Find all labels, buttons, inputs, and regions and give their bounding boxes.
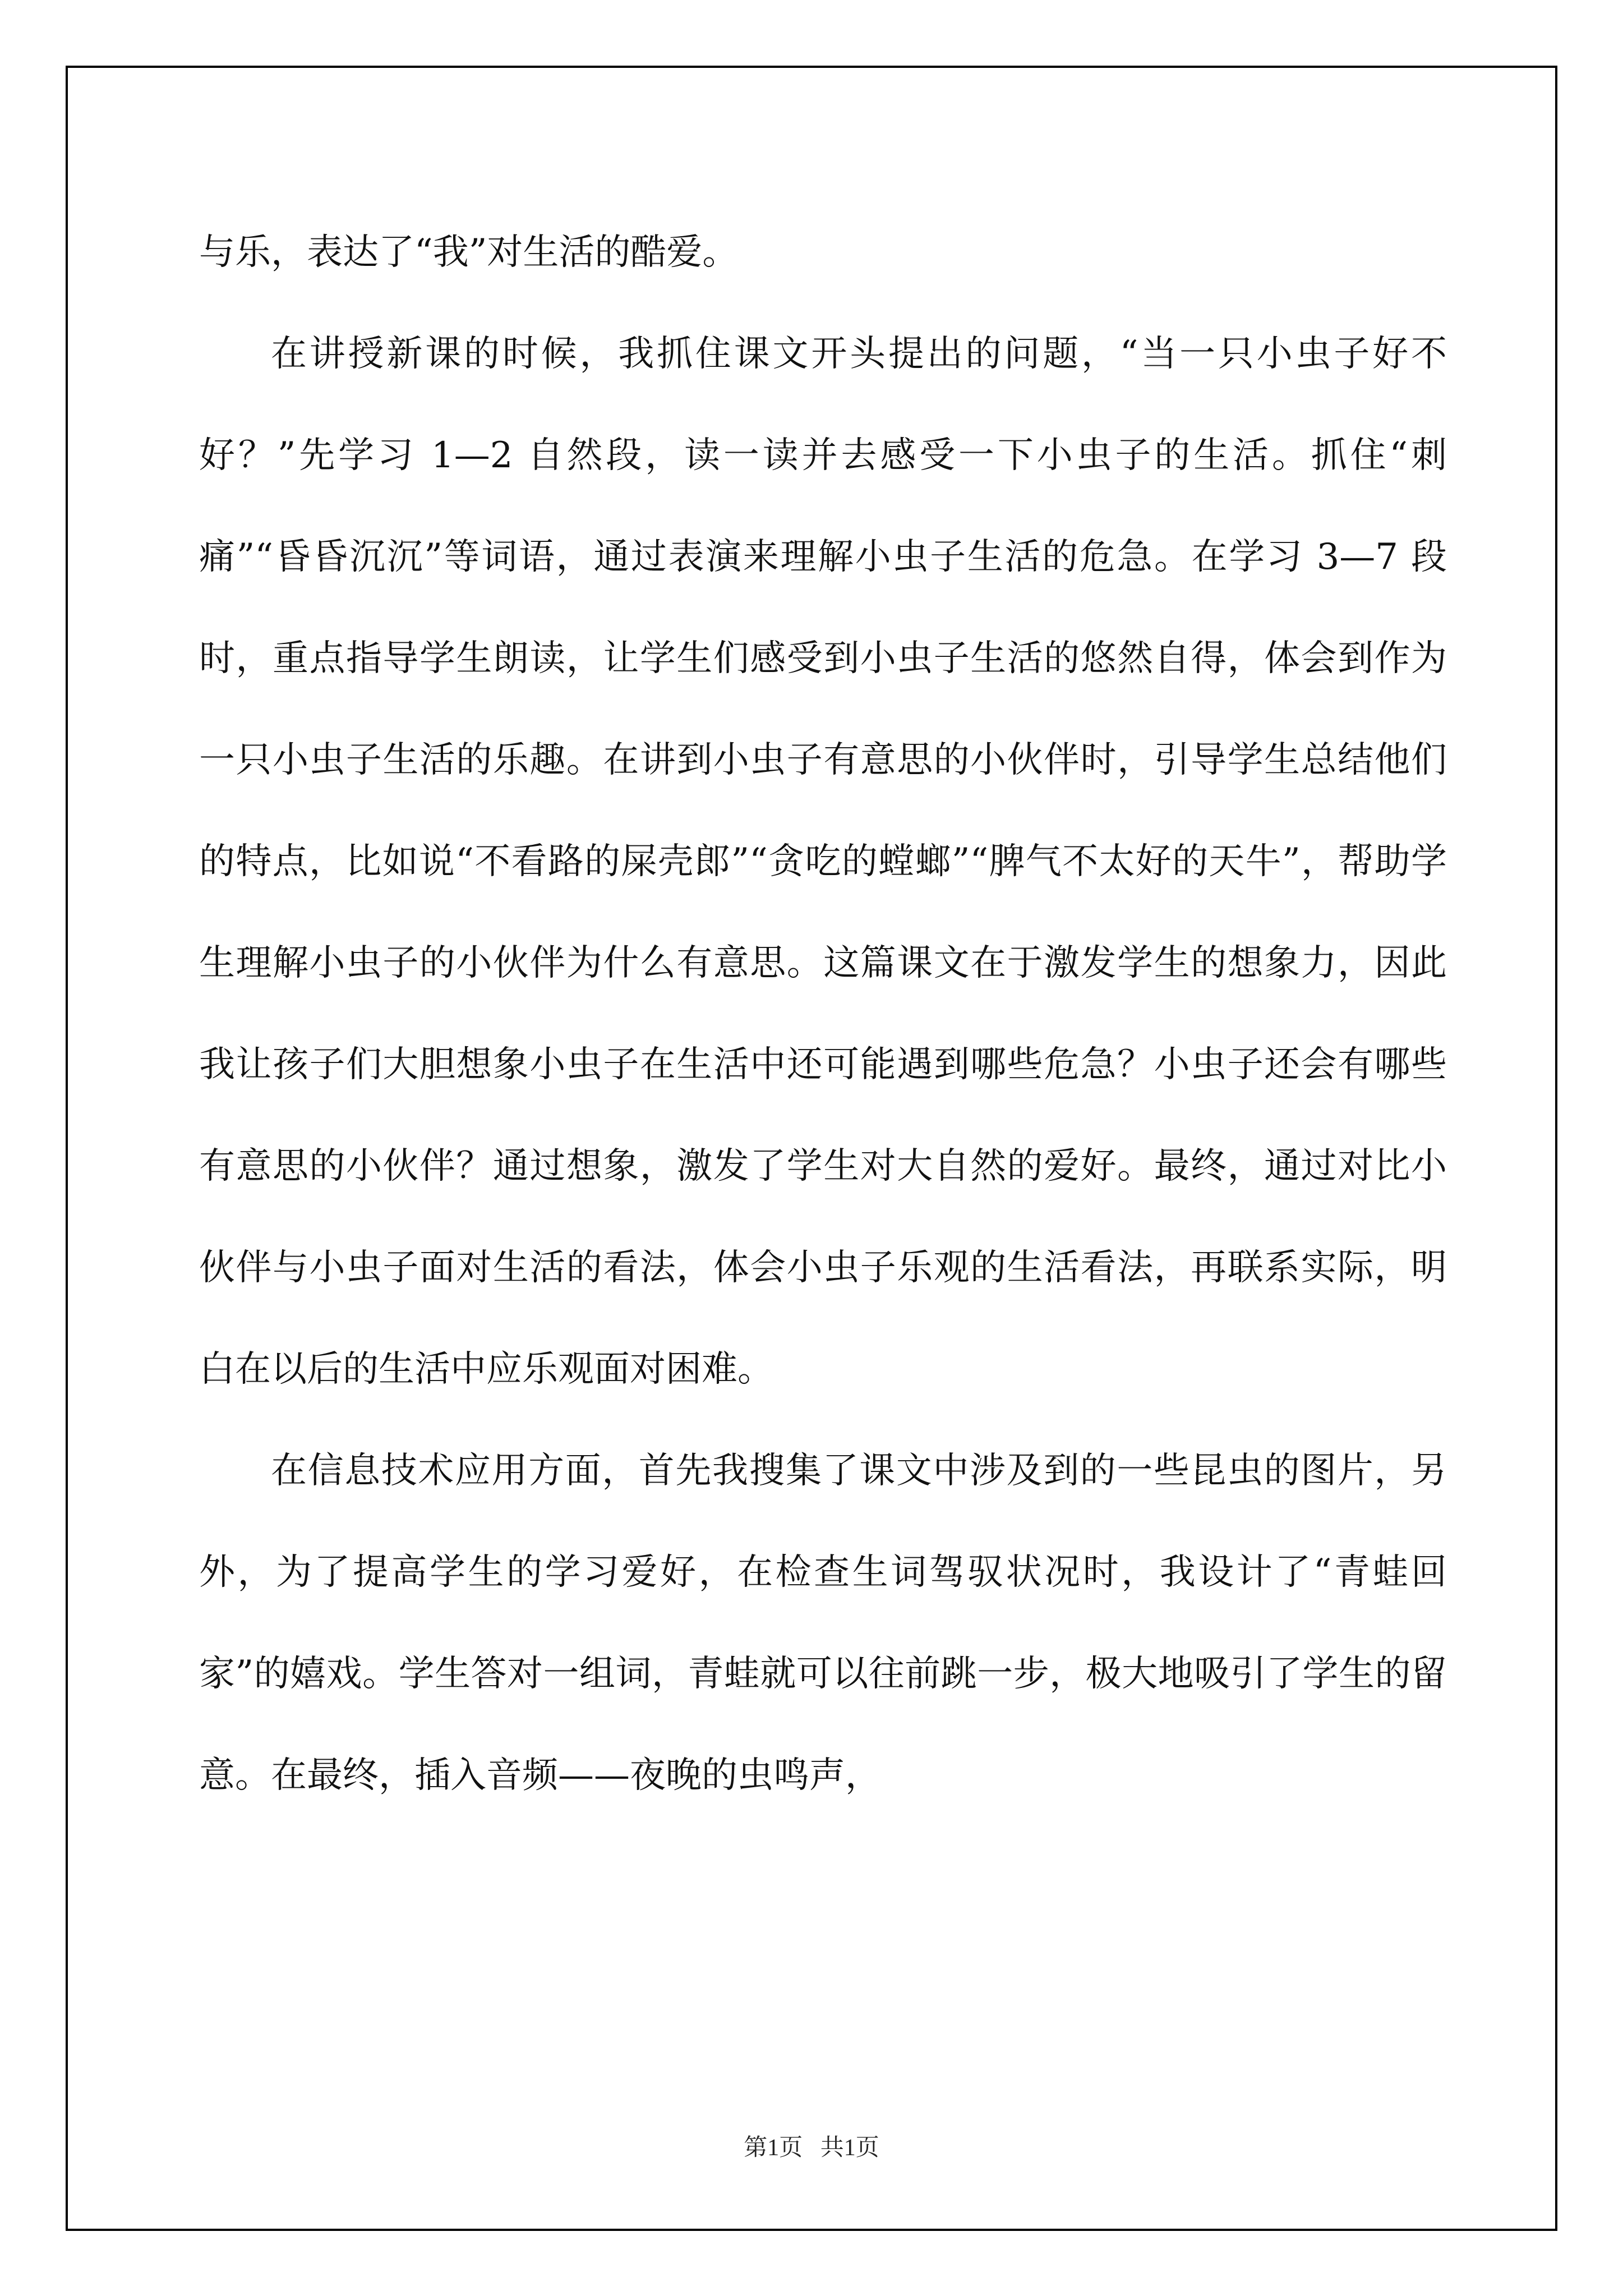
paragraph-2: 在讲授新课的时候，我抓住课文开头提出的问题，“当一只小虫子好不好？”先学习 1—2 自然段，读一读并去感受一下小虫子的生活。抓住“刺痛”“昏昏沉沉”等词语，通过表演来理解小虫子生活的危急。在学习 3—7 段时，重点指导学生朗读，让学生们感受到小虫子生活的悠然自得，体会到作为一只小虫子生活的乐趣。在讲到小虫子有意思的小伙伴时，引导学生总结他们的特点，比如说“不看路的屎壳郎”“贪吃的螳螂”“脾气不太好的天牛”，帮助学生理解小虫子的小伙伴为什么有意思。这篇课文在于激发学生的想象力，因此我让孩子们大胆想象小虫子在生活中还可能遇到哪些危急？小虫子还会有哪些有意思的小伙伴？通过想象，激发了学生对大自然的爱好。最终，通过对比小伙伴与小虫子面对生活的看法，体会小虫子乐观的生活看法，再联系实际，明白在以后的生活中应乐观面对困难。 [199,333,1447,1390]
paragraph-1: 与乐，表达了“我”对生活的酷爱。 [199,232,739,273]
page-footer: 第1页 共1页 [744,2135,879,2161]
document-body [199,202,1447,1826]
paragraph-3: 在信息技术应用方面，首先我搜集了课文中涉及到的一些昆虫的图片，另外，为了提高学生的学习爱好，在检查生词驾驭状况时，我设计了“青蛙回家”的嬉戏。学生答对一组词，青蛙就可以往前跳一步，极大地吸引了学生的留意。在最终，插入音频——夜晚的虫鸣声， [199,1450,1447,1796]
